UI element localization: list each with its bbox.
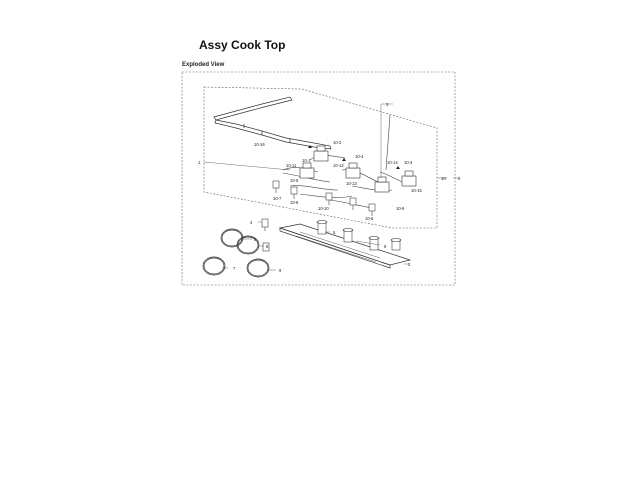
callout-10-6: 10-6 [365, 216, 374, 221]
callout-10-9: 10-9 [396, 206, 405, 211]
callout-10-8: 10-8 [290, 200, 299, 205]
wire-ring-group [203, 229, 269, 277]
callout-10-12: 10-12 [333, 163, 344, 168]
callout-10-15: 10-15 [411, 188, 422, 193]
fitting [369, 204, 375, 216]
callout-6: 6 [254, 237, 257, 242]
fitting [273, 181, 279, 193]
callout-10-14: 10-14 [387, 160, 398, 165]
callout-10-1: 10-1 [302, 158, 311, 163]
callout-10-2: 10-2 [333, 140, 342, 145]
burner-base [391, 239, 401, 251]
callout-10-3: 10-3 [404, 160, 413, 165]
callout-2: 2 [408, 262, 411, 267]
section-label: Exploded View [182, 62, 225, 68]
callout-5a: 5 [333, 230, 336, 235]
callout-1: 1 [198, 160, 201, 165]
manifold-bar [214, 97, 331, 149]
fitting [291, 187, 297, 199]
fitting [326, 193, 332, 205]
fitting [350, 198, 356, 210]
wire-ring [221, 229, 243, 247]
callout-8: 8 [266, 244, 269, 249]
callout-7: 7 [233, 266, 236, 271]
valve [375, 177, 389, 192]
callout-9-right: 9 [458, 176, 461, 181]
wire-ring [247, 259, 269, 277]
wire-ring [203, 257, 225, 275]
callout-10-4: 10-4 [355, 154, 364, 159]
valve [346, 163, 360, 178]
callout-5b: 5 [384, 244, 387, 249]
callout-10-7: 10-7 [273, 196, 282, 201]
page-title: Assy Cook Top [199, 38, 286, 52]
callout-10-5: 10-5 [290, 178, 299, 183]
callout-10-11: 10-11 [286, 163, 297, 168]
burner-base [343, 229, 353, 243]
callout-10-10: 10-10 [318, 206, 329, 211]
callout-3: 3 [386, 102, 389, 107]
valve [300, 163, 314, 178]
callout-10-13: 10-13 [346, 181, 357, 186]
callout-9: 9 [279, 268, 282, 273]
callout-10-16: 10-16 [254, 142, 265, 147]
callout-10: 10 [441, 176, 446, 181]
callout-4: 4 [250, 220, 253, 225]
igniter [262, 219, 268, 231]
valve [402, 171, 416, 186]
burner-base-group [317, 221, 401, 251]
